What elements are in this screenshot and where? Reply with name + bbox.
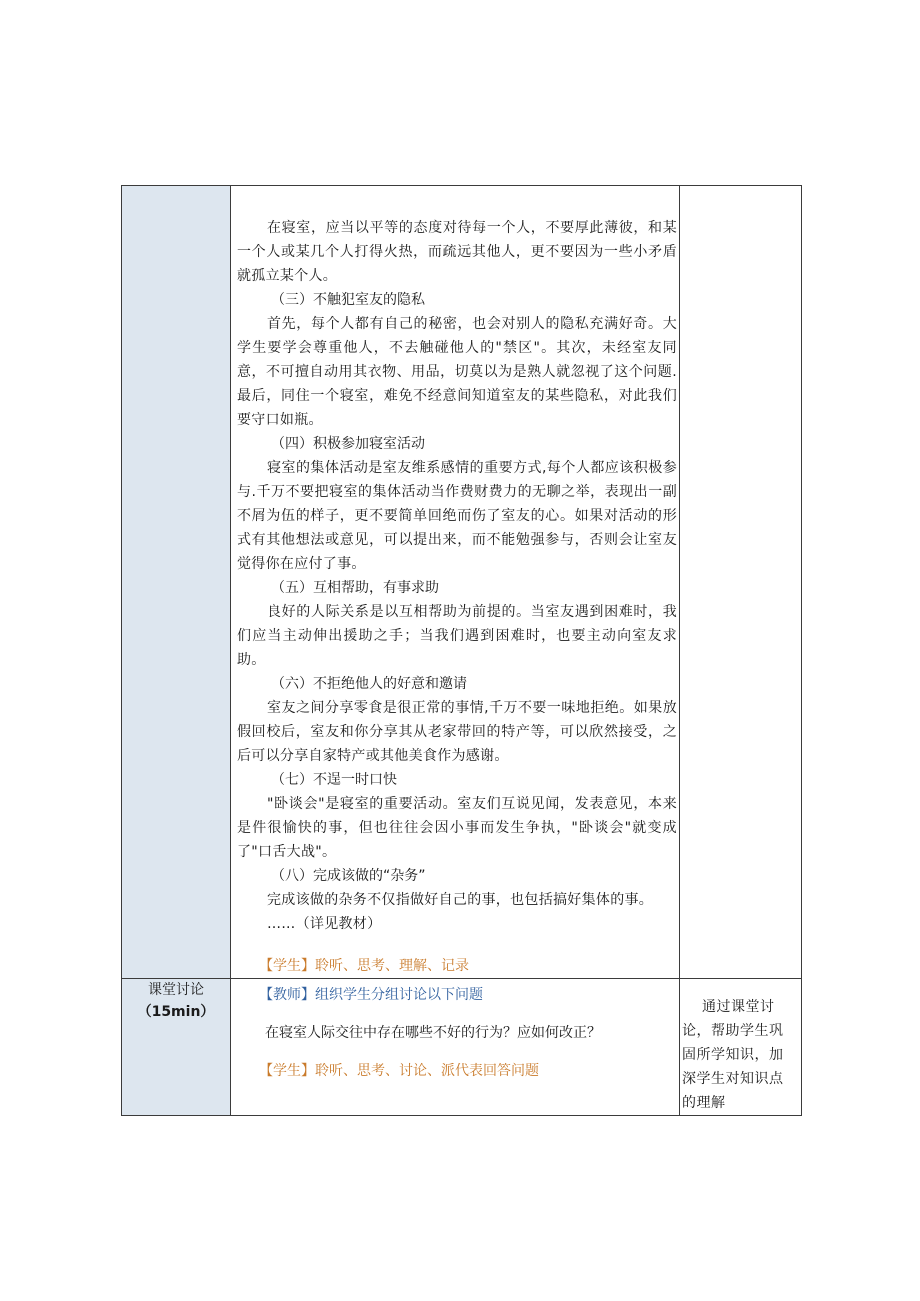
row-label-cell (122, 979, 231, 1116)
lesson-plan-table (121, 185, 802, 1116)
body-paragraph: 寝室的集体活动是室友维系感情的重要方式,每个人都应该积极参与.千万不要把寝室的集体活动当作费财费力的无聊之举，表现出一副不屑为伍的样子，更不要简单回绝而伤了室友的心。如果对活动的形式有其他想法或意见，可以提出来，而不能勉强参与，否则会让室友觉得你在应付了事。 (237, 460, 677, 572)
body-paragraph: 室友之间分享零食是很正常的事情,千万不要一味地拒绝。如果放假回校后，室友和你分享其从老家带回的特产等，可以欣然接受，之后可以分享自家特产或其他美食作为感谢。 (237, 700, 677, 764)
section-heading: （八）完成该做的“杂务” (271, 868, 426, 884)
content-cell (231, 186, 680, 979)
body-paragraph: 完成该做的杂务不仅指做好自己的事，也包括搞好集体的事。 (267, 892, 654, 908)
student-activity: 【学生】聆听、思考、理解、记录 (259, 958, 469, 974)
section-heading: （六）不拒绝他人的好意和邀请 (271, 676, 467, 692)
row-label-cell-empty (122, 186, 231, 979)
discussion-question: 在寝室人际交往中存在哪些不好的行为？应如何改正？ (265, 1025, 601, 1041)
teaching-note: 通过课堂讨论，帮助学生巩固所学知识，加深学生对知识点的理解 (682, 999, 784, 1111)
section-heading: （三）不触犯室友的隐私 (271, 292, 425, 308)
note-cell (680, 979, 802, 1116)
table-row-content (122, 186, 802, 979)
body-paragraph: ……（详见教材） (267, 916, 382, 932)
content-body (231, 186, 679, 978)
body-paragraph: 在寝室，应当以平等的态度对待每一个人，不要厚此薄彼，和某一个人或某几个人打得火热，而疏远其他人，更不要因为一些小矛盾就孤立某个人。 (237, 220, 677, 284)
discussion-cell (231, 979, 680, 1116)
section-heading: （五）互相帮助，有事求助 (271, 580, 439, 596)
activity-duration: （15min） (137, 1004, 215, 1020)
body-paragraph: 良好的人际关系是以互相帮助为前提的。当室友遇到困难时，我们应当主动伸出援助之手；当我们遇到困难时，也要主动向室友求助。 (237, 604, 677, 668)
activity-title: 课堂讨论 (148, 982, 204, 998)
body-paragraph: 首先，每个人都有自己的秘密，也会对别人的隐私充满好奇。大学生要学会尊重他人，不去触碰他人的"禁区"。其次，未经室友同意，不可擅自动用其衣物、用品，切莫以为是熟人就忽视了这个问题.最后，同住一个寝室，难免不经意间知道室友的某些隐私，对此我们要守口如瓶。 (237, 316, 677, 428)
section-heading: （七）不逞一时口快 (271, 772, 397, 788)
note-cell-empty (680, 186, 802, 979)
table-row-discussion (122, 979, 802, 1116)
section-heading: （四）积极参加寝室活动 (271, 436, 425, 452)
body-paragraph: "卧谈会"是寝室的重要活动。室友们互说见闻，发表意见，本来是件很愉快的事，但也往往会因小事而发生争执，"卧谈会"就变成了"口舌大战"。 (237, 796, 677, 860)
teacher-activity: 【教师】组织学生分组讨论以下问题 (259, 987, 483, 1003)
student-activity: 【学生】聆听、思考、讨论、派代表回答问题 (259, 1063, 539, 1079)
